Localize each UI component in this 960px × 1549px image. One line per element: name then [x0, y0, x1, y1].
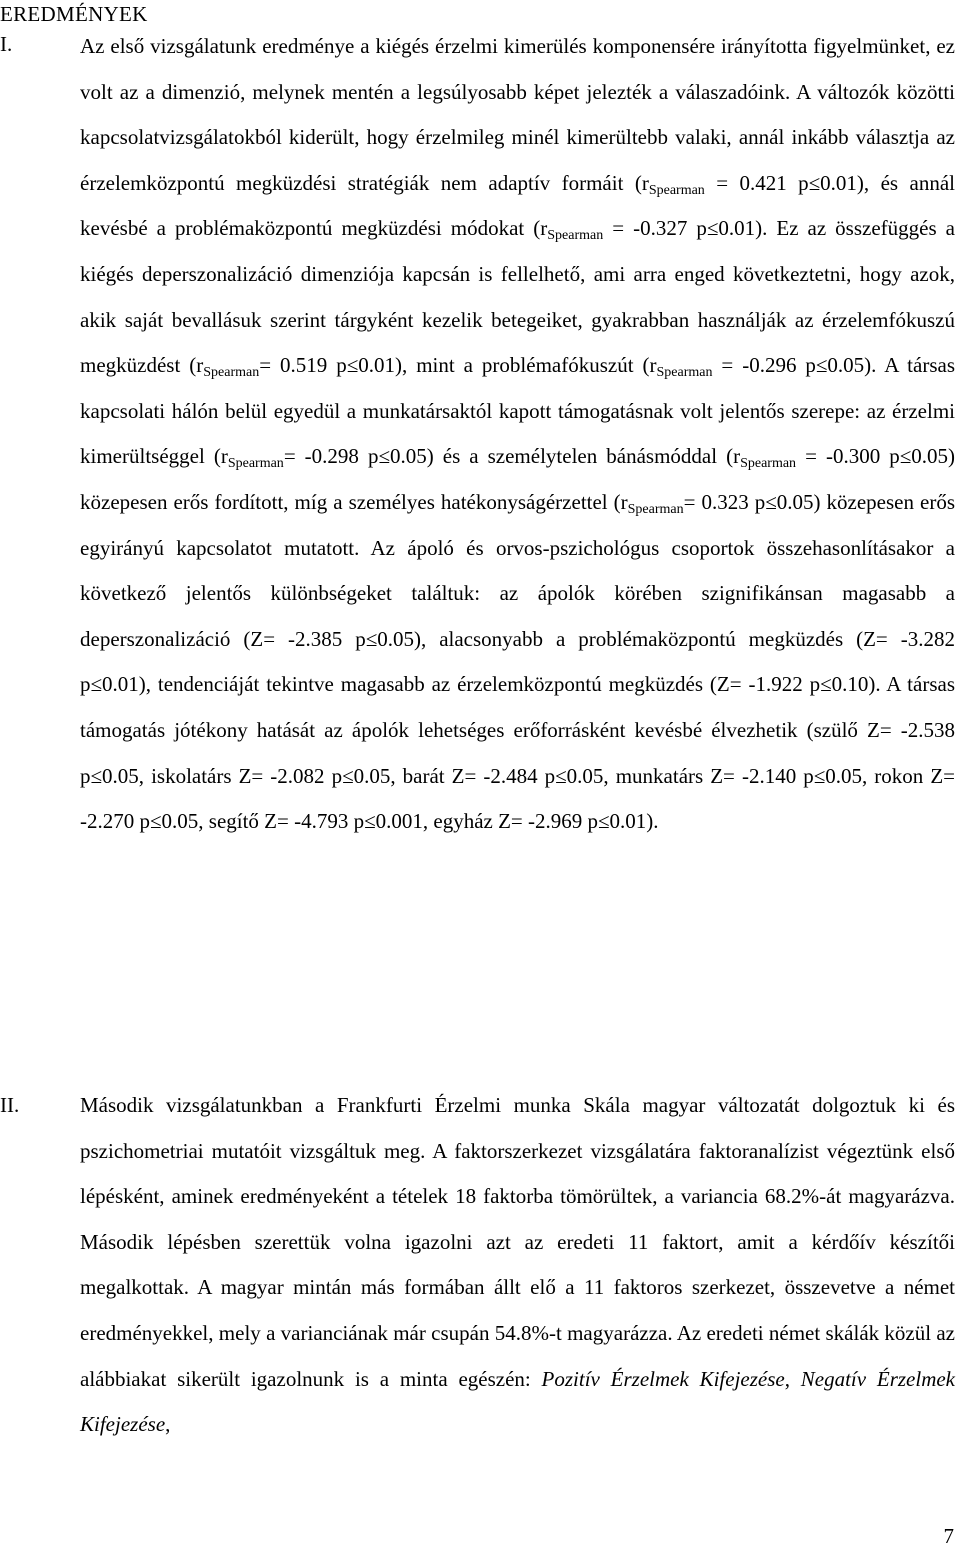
subscript: Spearman	[627, 501, 684, 517]
text-run: = -0.327 p≤0.01). Ez az összefüggés a kiégés deperszonalizáció dimenziója kapcsán is fellelhető, ami arra enged következtetni, hogy azok, akik saját bevallásuk szerint tárgyként kezelik betegeiket, gyakrabban használják az érzelemfókuszú megküzdést (r	[80, 216, 955, 378]
subscript: Spearman	[740, 456, 797, 472]
section-1	[0, 24, 960, 845]
text-run: = 0.421 p≤0.01), és annál kevésbé a problémaközpontú megküzdési módokat (r	[80, 170, 955, 241]
text-run: = -0.300 p≤0.05) közepesen erős fordított, míg a személyes hatékonyságérzettel (r	[80, 444, 955, 514]
section-heading: EREDMÉNYEK	[0, 2, 148, 26]
text-run: = -0.298 p≤0.05) és a személytelen bánásmóddal (r	[283, 444, 741, 469]
italic-term: Negatív Érzelmek Kifejezése	[80, 1366, 956, 1437]
text-run: = 0.519 p≤0.01), mint a problémafókuszút (r	[259, 353, 657, 378]
section-marker: I.	[0, 32, 13, 56]
section-1-paragraph	[80, 24, 955, 845]
section-2	[0, 1083, 960, 1448]
text-run: = -0.296 p≤0.05). A társas kapcsolati hálón belül egyedül a munkatársaktól kapott támogatásnak volt jelentős szerepe: az érzelmi kimerültséggel (r	[80, 353, 955, 469]
subscript: Spearman	[648, 182, 705, 198]
section-marker: II.	[0, 1093, 20, 1117]
text-run: = 0.323 p≤0.05) közepesen erős egyirányú kapcsolatot mutatott. Az ápoló és orvos-pszichológus csoportok összehasonlításakor a következő jelentős különbségeket találtuk: az ápolók körében szignifikánsan magasabb a deperszonalizáció (Z= -2.385 p≤0.05), alacsonyabb a problémaközpontú megküzdés (Z= -3.282 p≤0.01), tendenciáját tekintve magasabb az érzelemközpontú megküzdés (Z= -1.922 p≤0.10). A társas támogatás jótékony hatását az ápolók lehetséges erőforrásként kevésbé élvezhetik (szülő Z= -2.538 p≤0.05, iskolatárs Z= -2.082 p≤0.05, barát Z= -2.484 p≤0.05, munkatárs Z= -2.140 p≤0.05, rokon Z= -2.270 p≤0.05, segítő Z= -4.793 p≤0.001, egyház Z= -2.969 p≤0.01).	[80, 489, 955, 834]
subscript: Spearman	[656, 365, 713, 381]
text-run: ,	[165, 1412, 171, 1437]
subscript: Spearman	[203, 365, 260, 381]
text-run: Második vizsgálatunkban a Frankfurti Érzelmi munka Skála magyar változatát dolgoztuk ki és pszichometriai mutatóit vizsgáltuk meg. A faktorszerkezet vizsgálatára faktoranalízist végeztünk első lépésként, aminek eredményeként a tételek 18 faktorba tömörültek, a variancia 68.2%-át magyarázva. Második lépésben szerettük volna igazolni azt az eredeti 11 faktort, amit a kérdőív készítői megalkottak. A magyar mintán más formában állt elő a 11 faktoros szerkezet, összevetve a német eredményekkel, mely a varianciának már csupán 54.8%-t magyarázza. Az eredeti német skálák közül az alábbiakat sikerült igazolnunk is a minta egészén:	[80, 1093, 955, 1391]
italic-term: Pozitív Érzelmek Kifejezése	[541, 1366, 785, 1391]
text-run: ,	[784, 1366, 801, 1391]
subscript: Spearman	[547, 228, 604, 244]
text-run: Az első vizsgálatunk eredménye a kiégés érzelmi kimerülés komponensére irányította figyelmünket, ez volt az a dimenzió, melynek mentén a legsúlyosabb képet jelezték a válaszadóink. A változók közötti kapcsolatvizsgálatokból kiderült, hogy érzelmileg minél kimerültebb valaki, annál inkább választja az érzelemközpontú megküzdési stratégiák nem adaptív formáit (r	[80, 34, 955, 195]
subscript: Spearman	[227, 456, 284, 472]
page-number: 7	[943, 1524, 954, 1548]
section-2-paragraph	[80, 1083, 955, 1448]
